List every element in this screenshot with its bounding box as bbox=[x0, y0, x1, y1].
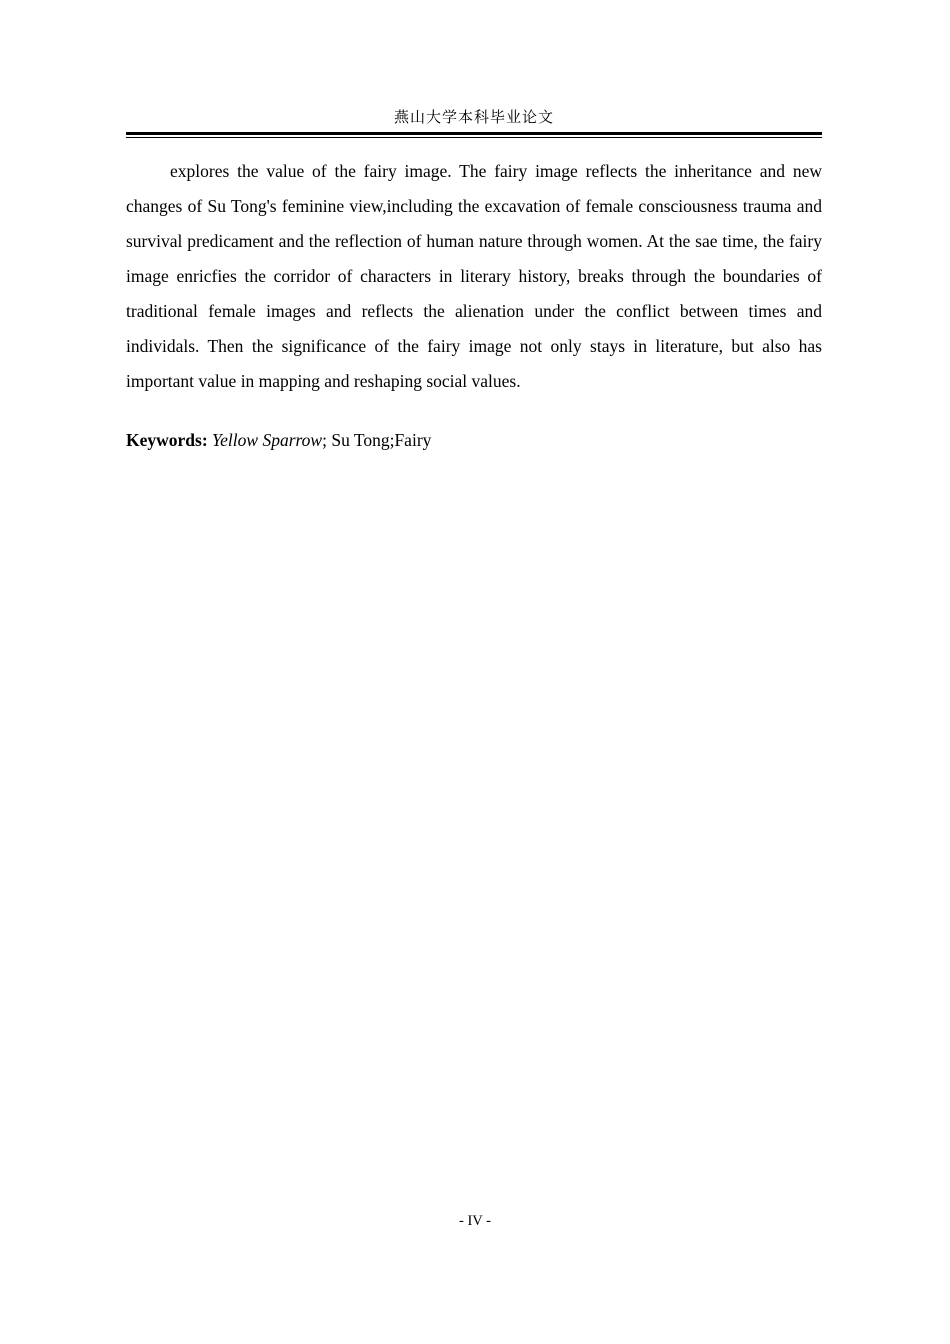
page-content bbox=[126, 106, 822, 458]
keywords-label: Keywords: bbox=[126, 430, 208, 450]
keywords-rest: ; Su Tong;Fairy bbox=[322, 430, 432, 450]
page-number: - IV - bbox=[459, 1213, 491, 1229]
keywords-line bbox=[126, 423, 822, 458]
keywords-work-title: Yellow Sparrow bbox=[212, 430, 323, 450]
page-header bbox=[126, 106, 822, 138]
abstract-paragraph: explores the value of the fairy image. The fairy image reflects the inheritance and new changes of Su Tong's feminine view,including the excavation of female consciousness trauma and survival predicament and the reflection of human nature through women. At the sae time, the fairy image enricfies the corridor of characters in literary history, breaks through the boundaries of traditional female images and reflects the alienation under the conflict between times and individals. Then the significance of the fairy image not only stays in literature, but also has important value in mapping and reshaping social values. bbox=[126, 161, 822, 391]
abstract-section bbox=[126, 154, 822, 458]
header-double-rule bbox=[126, 132, 822, 138]
page-header-title: 燕山大学本科毕业论文 bbox=[393, 110, 554, 126]
